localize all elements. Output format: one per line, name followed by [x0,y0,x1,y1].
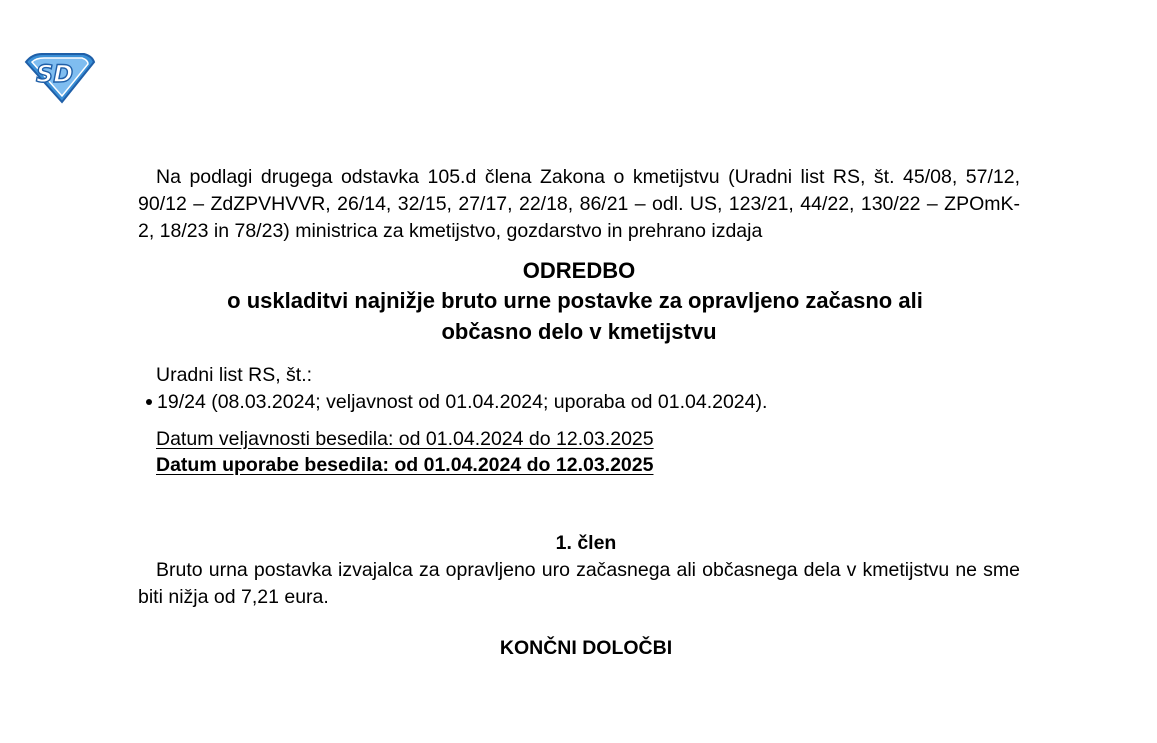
title-line-2: o uskladitvi najnižje bruto urne postavke za opravljeno začasno ali [227,288,923,313]
final-provisions-title: KONČNI DOLOČBI [499,637,673,659]
document-title [138,256,1020,347]
uradni-list-item [138,389,1020,416]
title-main: ODREDBO [522,258,636,283]
validity-date: Datum veljavnosti besedila: od 01.04.2024 do 12.03.2025 [156,428,654,450]
sd-logo [22,48,96,104]
sd-shield-logo-icon [22,48,96,104]
dates-block [138,426,1020,478]
uradni-list-label: Uradni list RS, št.: [156,364,313,386]
document-body [138,164,1020,662]
application-date: Datum uporabe besedila: od 01.04.2024 do 12.03.2025 [156,454,654,476]
svg-text:SD: SD [36,60,74,88]
intro-paragraph: Na podlagi drugega odstavka 105.d člena Zakona o kmetijstvu (Uradni list RS, št. 45/08, 57/12, 90/12 – ZdZPVHVVR, 26/14, 32/15, 27/17, 22/18, 86/21 – odl. US, 123/21, 44/22, 130/22 – ZPOmK-2, 18/23 in 78/23) ministrica za kmetijstvo, gozdarstvo in prehrano izdaja [138,166,1020,242]
bullet-icon [146,399,152,405]
uradni-list-item-text: 19/24 (08.03.2024; veljavnost od 01.04.2024; uporaba od 01.04.2024). [157,391,768,413]
title-line-3: občasno delo v kmetijstvu [441,319,717,344]
article-1-text: Bruto urna postavka izvajalca za opravljeno uro začasnega ali občasnega dela v kmetijstvu ne sme biti nižja od 7,21 eura. [138,559,1020,608]
article-1-title: 1. člen [555,532,617,554]
